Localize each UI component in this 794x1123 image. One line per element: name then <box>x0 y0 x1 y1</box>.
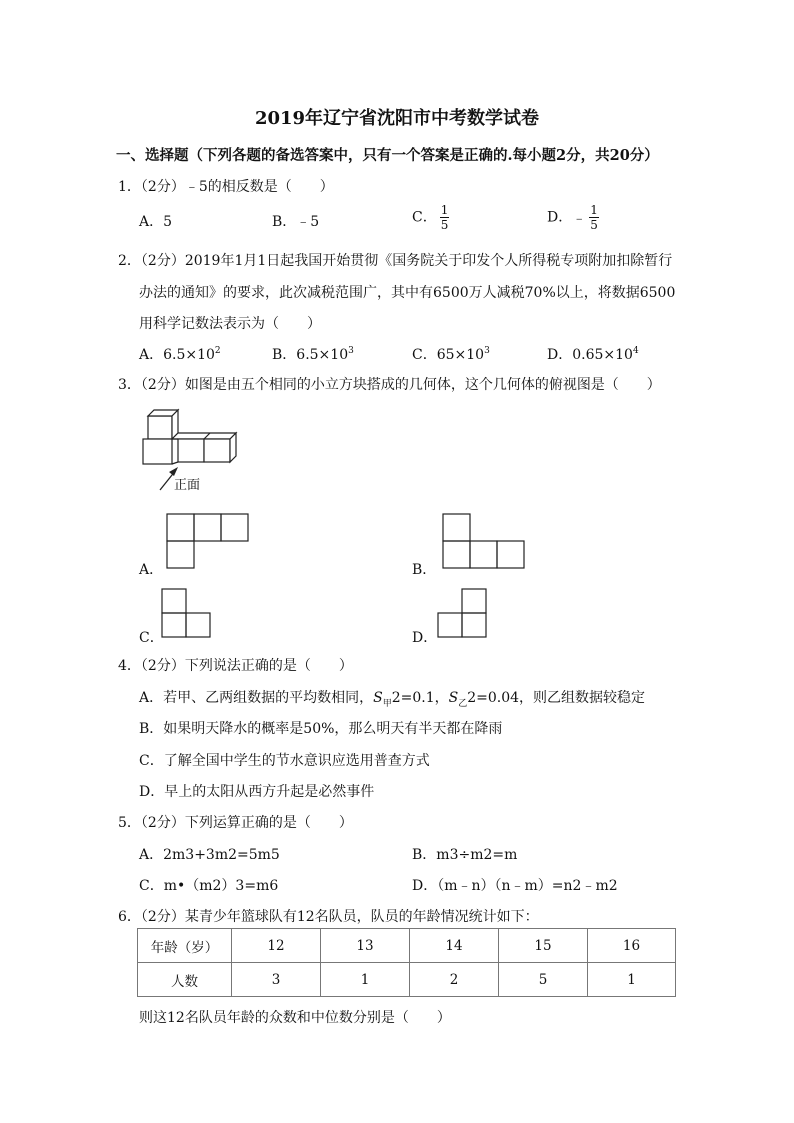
q5-option-b: B．m3÷m2=m <box>412 847 518 863</box>
q4-option-c: C．了解全国中学生的节水意识应选用普查方式 <box>139 753 430 769</box>
table-cell: 2 <box>410 963 499 997</box>
table-cell: 14 <box>410 929 499 963</box>
table-cell: 5 <box>499 963 588 997</box>
q1-option-c-fraction <box>440 203 450 232</box>
q2-option-d-text: D．0.65×10 <box>547 347 633 363</box>
question-6-followup: 则这12名队员年龄的众数和中位数分别是（ ） <box>139 1010 451 1026</box>
q4-option-d: D．早上的太阳从西方升起是必然事件 <box>139 784 375 800</box>
question-3-stem: 3．（2分）如图是由五个相同的小立方块搭成的几何体，这个几何体的俯视图是（ ） <box>118 377 661 393</box>
table-cell: 16 <box>588 929 676 963</box>
table-cell: 1 <box>588 963 676 997</box>
q3-option-d: D． <box>412 630 438 646</box>
fraction-numerator: 1 <box>590 203 598 217</box>
q2-option-c <box>412 344 490 364</box>
question-1-stem: 1．（2分）﹣5的相反数是（ ） <box>118 179 334 195</box>
q5-option-c: C．m•（m2）3=m6 <box>139 878 279 894</box>
q4-option-a-suffix: 2=0.04，则乙组数据较稳定 <box>467 690 646 706</box>
q5-option-a: A．2m3+3m2=5m5 <box>139 847 280 863</box>
table-cell: 3 <box>232 963 321 997</box>
section-heading: 一、选择题（下列各题的备选答案中，只有一个答案是正确的.每小题2分，共20分） <box>116 147 659 164</box>
q2-option-b <box>272 344 354 364</box>
q1-option-d-label: D． <box>547 209 573 226</box>
q5-option-d: D．（m﹣n）（n﹣m）=n2﹣m2 <box>412 878 618 894</box>
variance-symbol: S <box>373 690 383 706</box>
q1-option-d-fraction <box>589 203 599 232</box>
exponent: 3 <box>348 346 354 356</box>
table-cell: 15 <box>499 929 588 963</box>
q4-option-a <box>139 687 645 709</box>
question-6-stem: 6．（2分）某青少年篮球队有12名队员，队员的年龄情况统计如下： <box>118 909 539 925</box>
fraction-denominator: 5 <box>590 218 598 232</box>
variance-symbol: S <box>448 690 459 706</box>
fraction-numerator: 1 <box>440 203 449 217</box>
table-cell: 12 <box>232 929 321 963</box>
q1-option-d <box>547 203 599 232</box>
q2-option-a-text: A．6.5×10 <box>139 347 215 363</box>
front-view-label: 正面 <box>174 478 201 493</box>
table-row <box>138 929 676 963</box>
q3-option-a: A． <box>139 562 164 578</box>
table-cell: 1 <box>321 963 410 997</box>
question-4-stem: 4．（2分）下列说法正确的是（ ） <box>118 658 353 674</box>
q3-option-a-figure <box>166 513 250 569</box>
exponent: 3 <box>484 346 490 356</box>
question-2-line-1: 2．（2分）2019年1月1日起我国开始贯彻《国务院关于印发个人所得税专项附加扣除暂行 <box>118 253 673 269</box>
table-header-cell: 人数 <box>138 963 232 997</box>
q2-option-a <box>139 344 221 364</box>
q1-option-c-label: C． <box>412 209 437 226</box>
q2-option-d <box>547 344 639 364</box>
q3-option-d-figure <box>437 588 489 638</box>
question-2-line-3: 用科学记数法表示为（ ） <box>139 316 321 332</box>
negative-sign: ﹣ <box>572 210 587 227</box>
q3-option-b-figure <box>442 513 526 569</box>
q3-option-c: C． <box>139 630 164 646</box>
table-cell: 13 <box>321 929 410 963</box>
subscript-jia: 甲 <box>382 698 392 709</box>
exponent: 4 <box>632 346 639 356</box>
q4-option-a-prefix: A．若甲、乙两组数据的平均数相同， <box>139 690 374 706</box>
q3-option-c-figure <box>161 588 213 638</box>
q1-option-b: B．﹣5 <box>272 214 320 230</box>
table-row <box>138 963 676 997</box>
table-header-cell: 年龄（岁） <box>138 929 232 963</box>
age-table <box>137 928 676 997</box>
q2-option-b-text: B．6.5×10 <box>272 347 349 363</box>
exponent: 2 <box>214 346 221 356</box>
page-title: 2019年辽宁省沈阳市中考数学试卷 <box>254 108 540 129</box>
q1-option-a: A．5 <box>139 214 173 230</box>
q1-option-c <box>412 203 449 232</box>
question-2-line-2: 办法的通知》的要求，此次减税范围广，其中有6500万人减税70%以上，将数据6500 <box>139 285 676 301</box>
fraction-denominator: 5 <box>440 218 449 232</box>
q3-option-b: B． <box>412 562 437 578</box>
q4-option-a-middle: 2=0.1， <box>391 690 449 706</box>
q4-option-b: B．如果明天降水的概率是50%，那么明天有半天都在降雨 <box>139 721 503 737</box>
subscript-yi: 乙 <box>458 698 468 709</box>
question-5-stem: 5．（2分）下列运算正确的是（ ） <box>118 815 353 831</box>
q2-option-c-text: C．65×10 <box>412 347 485 363</box>
